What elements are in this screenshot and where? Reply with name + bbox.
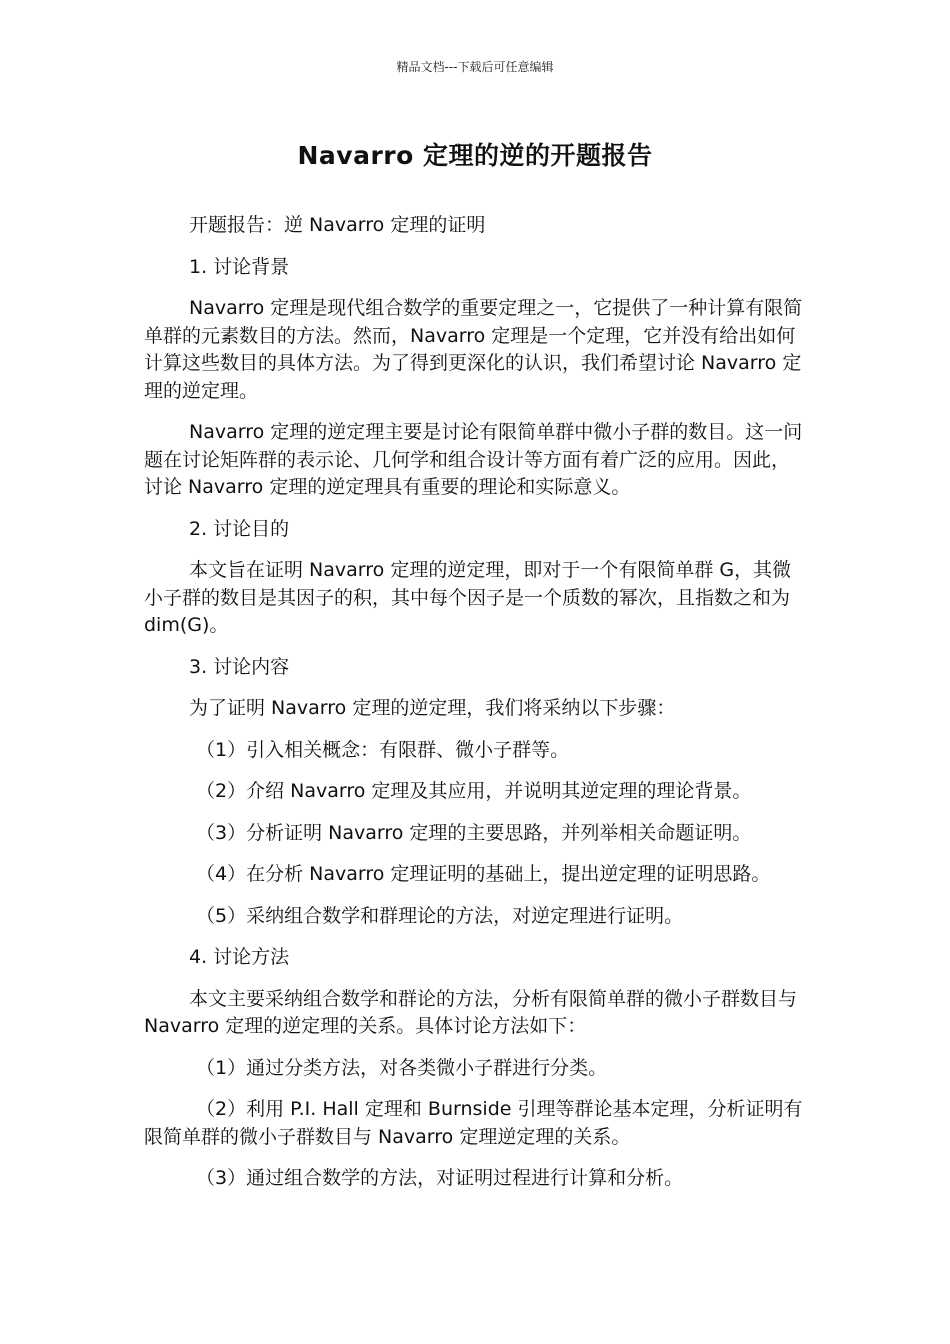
list-item: （1）通过分类方法，对各类微小子群进行分类。 — [196, 1056, 608, 1079]
list-item: （2）介绍 Navarro 定理及其应用，并说明其逆定理的理论背景。 — [196, 780, 752, 802]
list-item: （5）采纳组合数学和群理论的方法，对逆定理进行证明。 — [196, 904, 684, 927]
paragraph: 为了证明 Navarro 定理的逆定理，我们将采纳以下步骤： — [189, 697, 676, 719]
list-item: （2）利用 P.I. Hall 定理和 Burnside 引理等群论基本定理，分析证明有限简单群的微小子群数目与 Navarro 定理逆定理的关系。 — [144, 1098, 803, 1148]
paragraph: 本文旨在证明 Navarro 定理的逆定理，即对于一个有限简单群 G，其微小子群的数目是其因子的积，其中每个因子是一个质数的幂次，且指数之和为 dim(G)。 — [144, 559, 792, 636]
paragraph: Navarro 定理的逆定理主要是讨论有限简单群中微小子群的数目。这一问题在讨论矩阵群的表示论、几何学和组合设计等方面有着广泛的应用。因此，讨论 Navarro 定理的逆定理具有重要的理论和实际意义。 — [144, 421, 803, 498]
list-item: （4）在分析 Navarro 定理证明的基础上，提出逆定理的证明思路。 — [196, 863, 771, 885]
list-item: （1）引入相关概念：有限群、微小子群等。 — [196, 738, 570, 761]
document-title: Navarro 定理的逆的开题报告 — [297, 141, 653, 170]
section-heading-purpose: 2. 讨论目的 — [189, 517, 290, 540]
page-header: 精品文档---下载后可任意编辑 — [396, 60, 554, 74]
list-item: （3）分析证明 Navarro 定理的主要思路，并列举相关命题证明。 — [196, 821, 752, 844]
list-item: （3）通过组合数学的方法，对证明过程进行计算和分析。 — [196, 1167, 684, 1189]
paragraph: Navarro 定理是现代组合数学的重要定理之一，它提供了一种计算有限简单群的元素数目的方法。然而，Navarro 定理是一个定理，它并没有给出如何计算这些数目的具体方法。为了得到更深化的认识，我们希望讨论 Navarro 定理的逆定理。 — [144, 297, 803, 402]
report-subtitle: 开题报告：逆 Navarro 定理的证明 — [189, 214, 486, 236]
section-heading-method: 4. 讨论方法 — [189, 946, 290, 968]
section-heading-content: 3. 讨论内容 — [189, 655, 290, 678]
section-heading-background: 1. 讨论背景 — [189, 255, 290, 278]
document-body — [144, 212, 808, 1207]
paragraph: 本文主要采纳组合数学和群论的方法，分析有限简单群的微小子群数目与 Navarro 定理的逆定理的关系。具体讨论方法如下： — [144, 987, 798, 1037]
